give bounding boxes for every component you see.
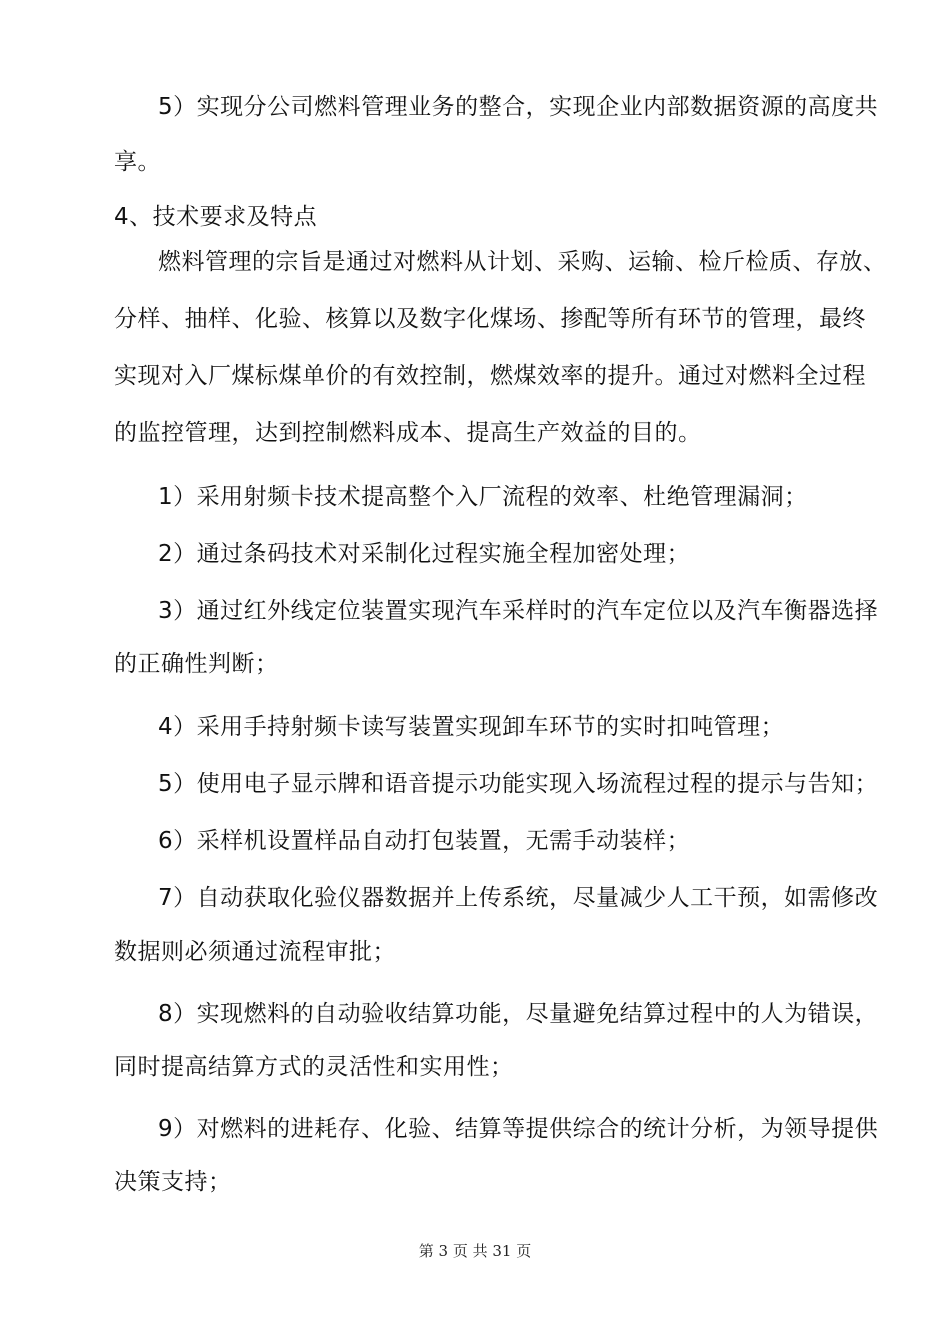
page-number-footer: 第 3 页 共 31 页: [418, 1242, 532, 1260]
paragraph-line: 实现对入厂煤标煤单价的有效控制，燃煤效率的提升。通过对燃料全过程: [114, 363, 866, 389]
requirement-item-continued: 同时提高结算方式的灵活性和实用性；: [114, 1054, 514, 1080]
requirement-item: 2）通过条码技术对采制化过程实施全程加密处理；: [158, 541, 691, 567]
requirement-item-continued: 数据则必须通过流程审批；: [114, 939, 396, 965]
requirement-item-continued: 决策支持；: [114, 1169, 232, 1195]
requirement-item: 1）采用射频卡技术提高整个入厂流程的效率、杜绝管理漏洞；: [158, 484, 808, 510]
requirement-item: 4）采用手持射频卡读写装置实现卸车环节的实时扣吨管理；: [158, 714, 785, 740]
paragraph-line: 的监控管理，达到控制燃料成本、提高生产效益的目的。: [114, 420, 702, 446]
requirement-item: 6）采样机设置样品自动打包装置，无需手动装样；: [158, 828, 691, 854]
paragraph-line: 5）实现分公司燃料管理业务的整合，实现企业内部数据资源的高度共: [158, 94, 879, 120]
requirement-item: 9）对燃料的进耗存、化验、结算等提供综合的统计分析，为领导提供: [158, 1116, 879, 1142]
section-heading: 4、技术要求及特点: [114, 204, 318, 230]
requirement-item-continued: 的正确性判断；: [114, 651, 279, 677]
requirement-item: 7）自动获取化验仪器数据并上传系统，尽量减少人工干预，如需修改: [158, 885, 879, 911]
requirement-item: 3）通过红外线定位装置实现汽车采样时的汽车定位以及汽车衡器选择: [158, 598, 879, 624]
requirement-item: 5）使用电子显示牌和语音提示功能实现入场流程过程的提示与告知；: [158, 771, 879, 797]
paragraph-line: 燃料管理的宗旨是通过对燃料从计划、采购、运输、检斤检质、存放、: [158, 249, 887, 275]
requirement-item: 8）实现燃料的自动验收结算功能，尽量避免结算过程中的人为错误，: [158, 1001, 879, 1027]
paragraph-line: 分样、抽样、化验、核算以及数字化煤场、掺配等所有环节的管理，最终: [114, 306, 866, 332]
paragraph-line: 享。: [114, 149, 161, 175]
